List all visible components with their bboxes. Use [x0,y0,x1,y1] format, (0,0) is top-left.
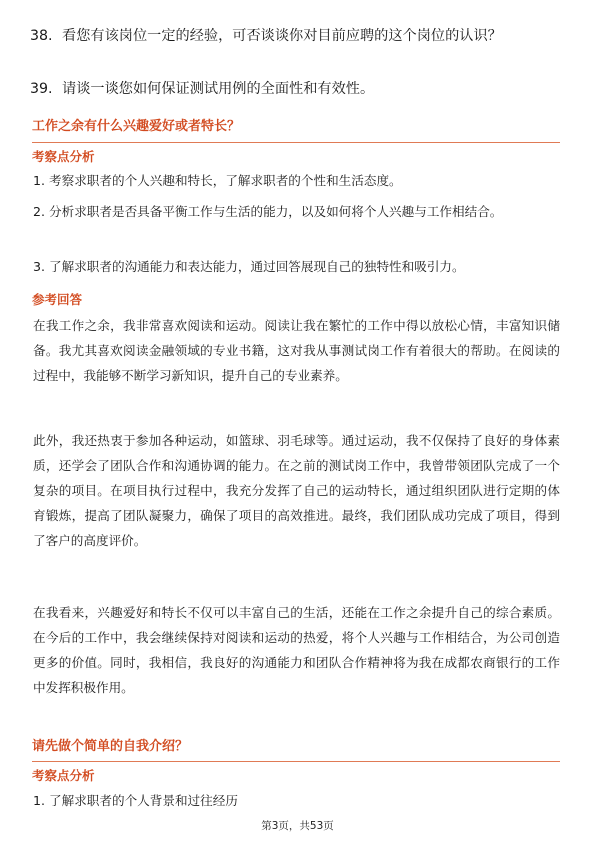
answer-title: 参考回答 [32,292,83,307]
question-item [30,79,565,100]
analysis-title: 考察点分析 [32,149,95,164]
answer-paragraph: 在我看来，兴趣爱好和特长不仅可以丰富自己的生活，还能在工作之余提升自己的综合素质。在今后的工作中，我会继续保持对阅读和运动的热爱，将个人兴趣与工作相结合，为公司创造更多的价值。同时，我相信，我良好的沟通能力和团队合作精神将为我在成都农商银行的工作中发挥积极作用。 [33,605,560,695]
section-divider [32,761,560,762]
question-text: 看您有该岗位一定的经验，可否谈谈你对目前应聘的这个岗位的认识？ [62,28,502,44]
question-text: 请谈一谈您如何保证测试用例的全面性和有效性。 [62,81,375,97]
section-title: 请先做个简单的自我介绍？ [32,739,189,754]
analysis-point: 3. 了解求职者的沟通能力和表达能力，通过回答展现自己的独特性和吸引力。 [33,259,465,274]
analysis-title: 考察点分析 [32,768,95,783]
question-number: 38. [30,28,53,44]
section-title: 工作之余有什么兴趣爱好或者特长？ [32,119,241,134]
analysis-point: 1. 考察求职者的个人兴趣和特长，了解求职者的个性和生活态度。 [33,173,402,188]
analysis-point: 1. 了解求职者的个人背景和过往经历 [33,793,238,808]
section-divider [32,142,560,143]
page-footer: 第3页，共53页 [261,820,334,832]
question-number: 39. [30,81,53,97]
answer-paragraph: 此外，我还热衷于参加各种运动，如篮球、羽毛球等。通过运动，我不仅保持了良好的身体素质，还学会了团队合作和沟通协调的能力。在之前的测试岗工作中，我曾带领团队完成了一个复杂的项目。在项目执行过程中，我充分发挥了自己的运动特长，通过组织团队进行定期的体育锻炼，提高了团队凝聚力，确保了项目的高效推进。最终，我们团队成功完成了项目，得到了客户的高度评价。 [33,433,560,548]
analysis-point: 2. 分析求职者是否具备平衡工作与生活的能力，以及如何将个人兴趣与工作相结合。 [33,204,503,219]
question-item [30,26,565,47]
answer-paragraph: 在我工作之余，我非常喜欢阅读和运动。阅读让我在繁忙的工作中得以放松心情，丰富知识储备。我尤其喜欢阅读金融领域的专业书籍，这对我从事测试岗工作有着很大的帮助。在阅读的过程中，我能够不断学习新知识，提升自己的专业素养。 [33,318,560,383]
